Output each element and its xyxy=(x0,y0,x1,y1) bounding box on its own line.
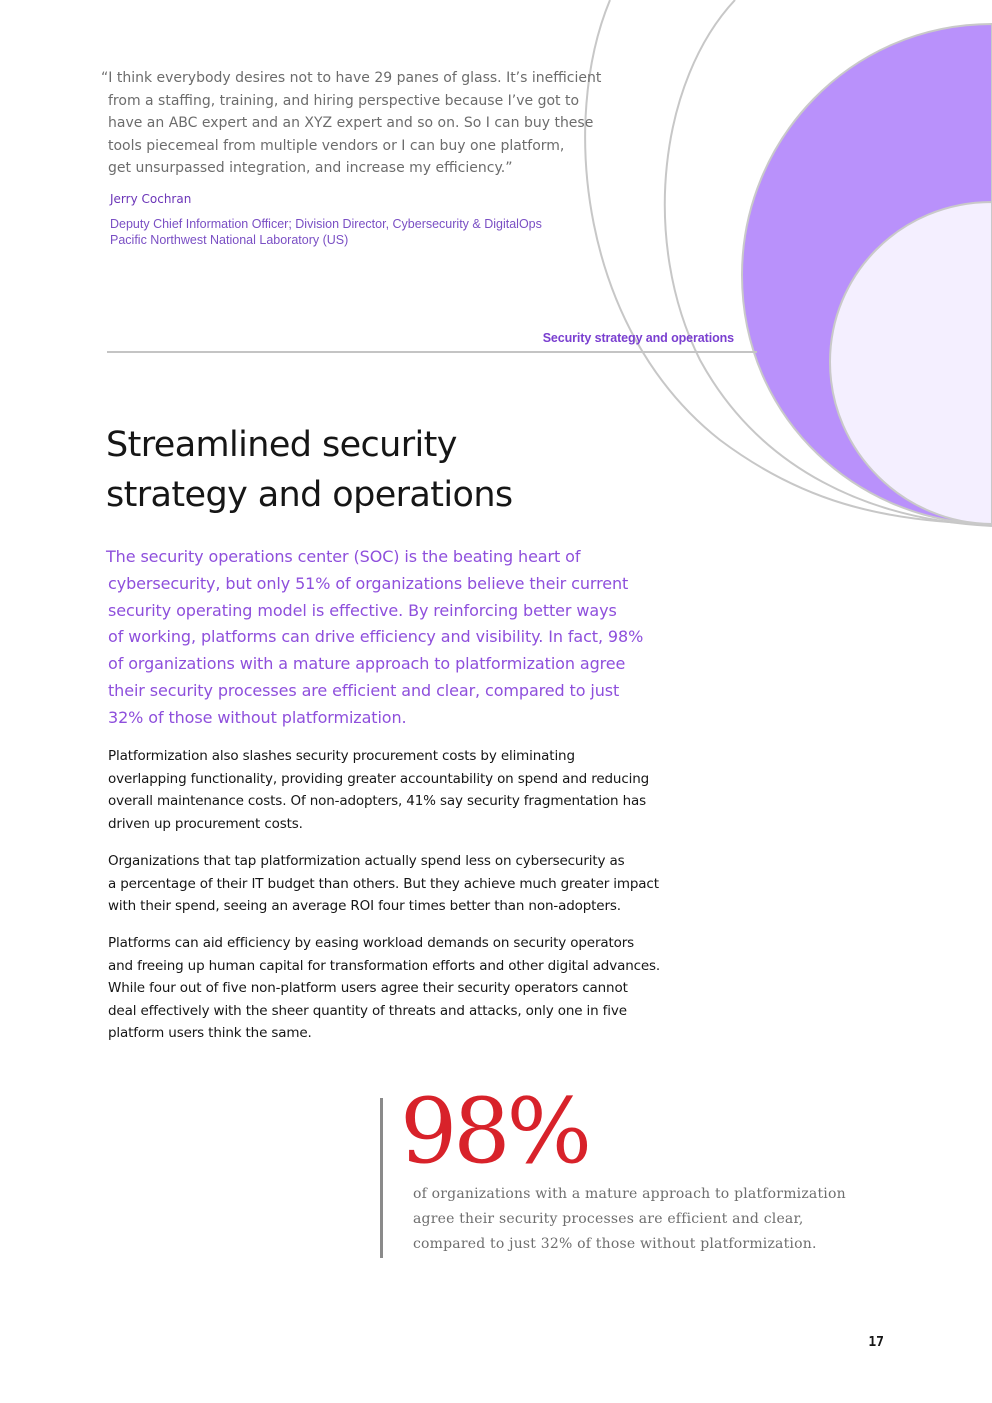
quote-line: get unsurpassed integration, and increase my efficiency.” xyxy=(108,160,513,177)
quote-speaker-title xyxy=(110,216,542,248)
lead-line: their security processes are efficient and clear, compared to just xyxy=(108,680,620,700)
stat-accent-bar xyxy=(380,1098,383,1258)
stat-caption xyxy=(413,1182,846,1257)
body-line: deal effectively with the sheer quantity of threats and attacks, only one in five xyxy=(108,1002,627,1019)
body-line: overlapping functionality, providing greater accountability on spend and reducing xyxy=(108,770,650,787)
section-label: Security strategy and operations xyxy=(542,331,734,345)
quote-line: tools piecemeal from multiple vendors or I can buy one platform, xyxy=(108,137,565,154)
stat-caption-line: compared to just 32% of those without platformization. xyxy=(413,1236,817,1252)
lead-line: 32% of those without platformization. xyxy=(108,707,407,727)
lead-paragraph xyxy=(106,544,643,732)
speaker-title-line: Pacific Northwest National Laboratory (US) xyxy=(110,233,349,247)
body-line: Organizations that tap platformization actually spend less on cybersecurity as xyxy=(108,853,625,869)
stat-caption-line: of organizations with a mature approach to platformization xyxy=(413,1186,846,1202)
quote-line: “I think everybody desires not to have 29 panes of glass. It’s inefficient xyxy=(101,70,602,86)
lead-line: of organizations with a mature approach to platformization agree xyxy=(108,654,626,674)
body-line: While four out of five non-platform users agree their security operators cannot xyxy=(108,980,628,997)
stat-value: 98% xyxy=(400,1079,589,1184)
lead-line: of working, platforms can drive efficiency and visibility. In fact, 98% xyxy=(108,627,644,647)
page-title-line: strategy and operations xyxy=(106,475,513,515)
body-line: platform users think the same. xyxy=(108,1025,312,1042)
body-paragraph-efficiency xyxy=(108,932,660,1045)
body-line: with their spend, seeing an average ROI four times better than non-adopters. xyxy=(108,898,621,915)
body-line: overall maintenance costs. Of non-adopters, 41% say security fragmentation has xyxy=(108,793,646,810)
lead-line: cybersecurity, but only 51% of organizations believe their current xyxy=(108,573,629,593)
lead-line: The security operations center (SOC) is the beating heart of xyxy=(106,547,581,566)
stat-caption-line: agree their security processes are efficient and clear, xyxy=(413,1211,804,1227)
body-line: a percentage of their IT budget than others. But they achieve much greater impact xyxy=(108,875,659,892)
page-title-line: Streamlined security xyxy=(106,425,457,465)
body-line: and freeing up human capital for transformation efforts and other digital advances. xyxy=(108,957,661,974)
body-paragraph-procurement xyxy=(108,745,649,835)
body-line: Platformization also slashes security procurement costs by eliminating xyxy=(108,748,575,764)
body-line: Platforms can aid efficiency by easing workload demands on security operators xyxy=(108,935,635,951)
speaker-title-line: Deputy Chief Information Officer; Division Director, Cybersecurity & DigitalOps xyxy=(110,217,542,231)
quote-line: have an ABC expert and an XYZ expert and so on. So I can buy these xyxy=(108,115,594,132)
body-paragraph-spend xyxy=(108,850,659,918)
page-number: 17 xyxy=(868,1335,884,1350)
quote-line: from a staffing, training, and hiring perspective because I’ve got to xyxy=(108,92,580,109)
body-line: driven up procurement costs. xyxy=(108,815,303,832)
pull-quote xyxy=(101,67,611,180)
section-divider xyxy=(107,351,757,353)
lead-line: security operating model is effective. By reinforcing better ways xyxy=(108,600,617,620)
quote-speaker-name: Jerry Cochran xyxy=(110,192,192,206)
page-title xyxy=(106,420,513,520)
